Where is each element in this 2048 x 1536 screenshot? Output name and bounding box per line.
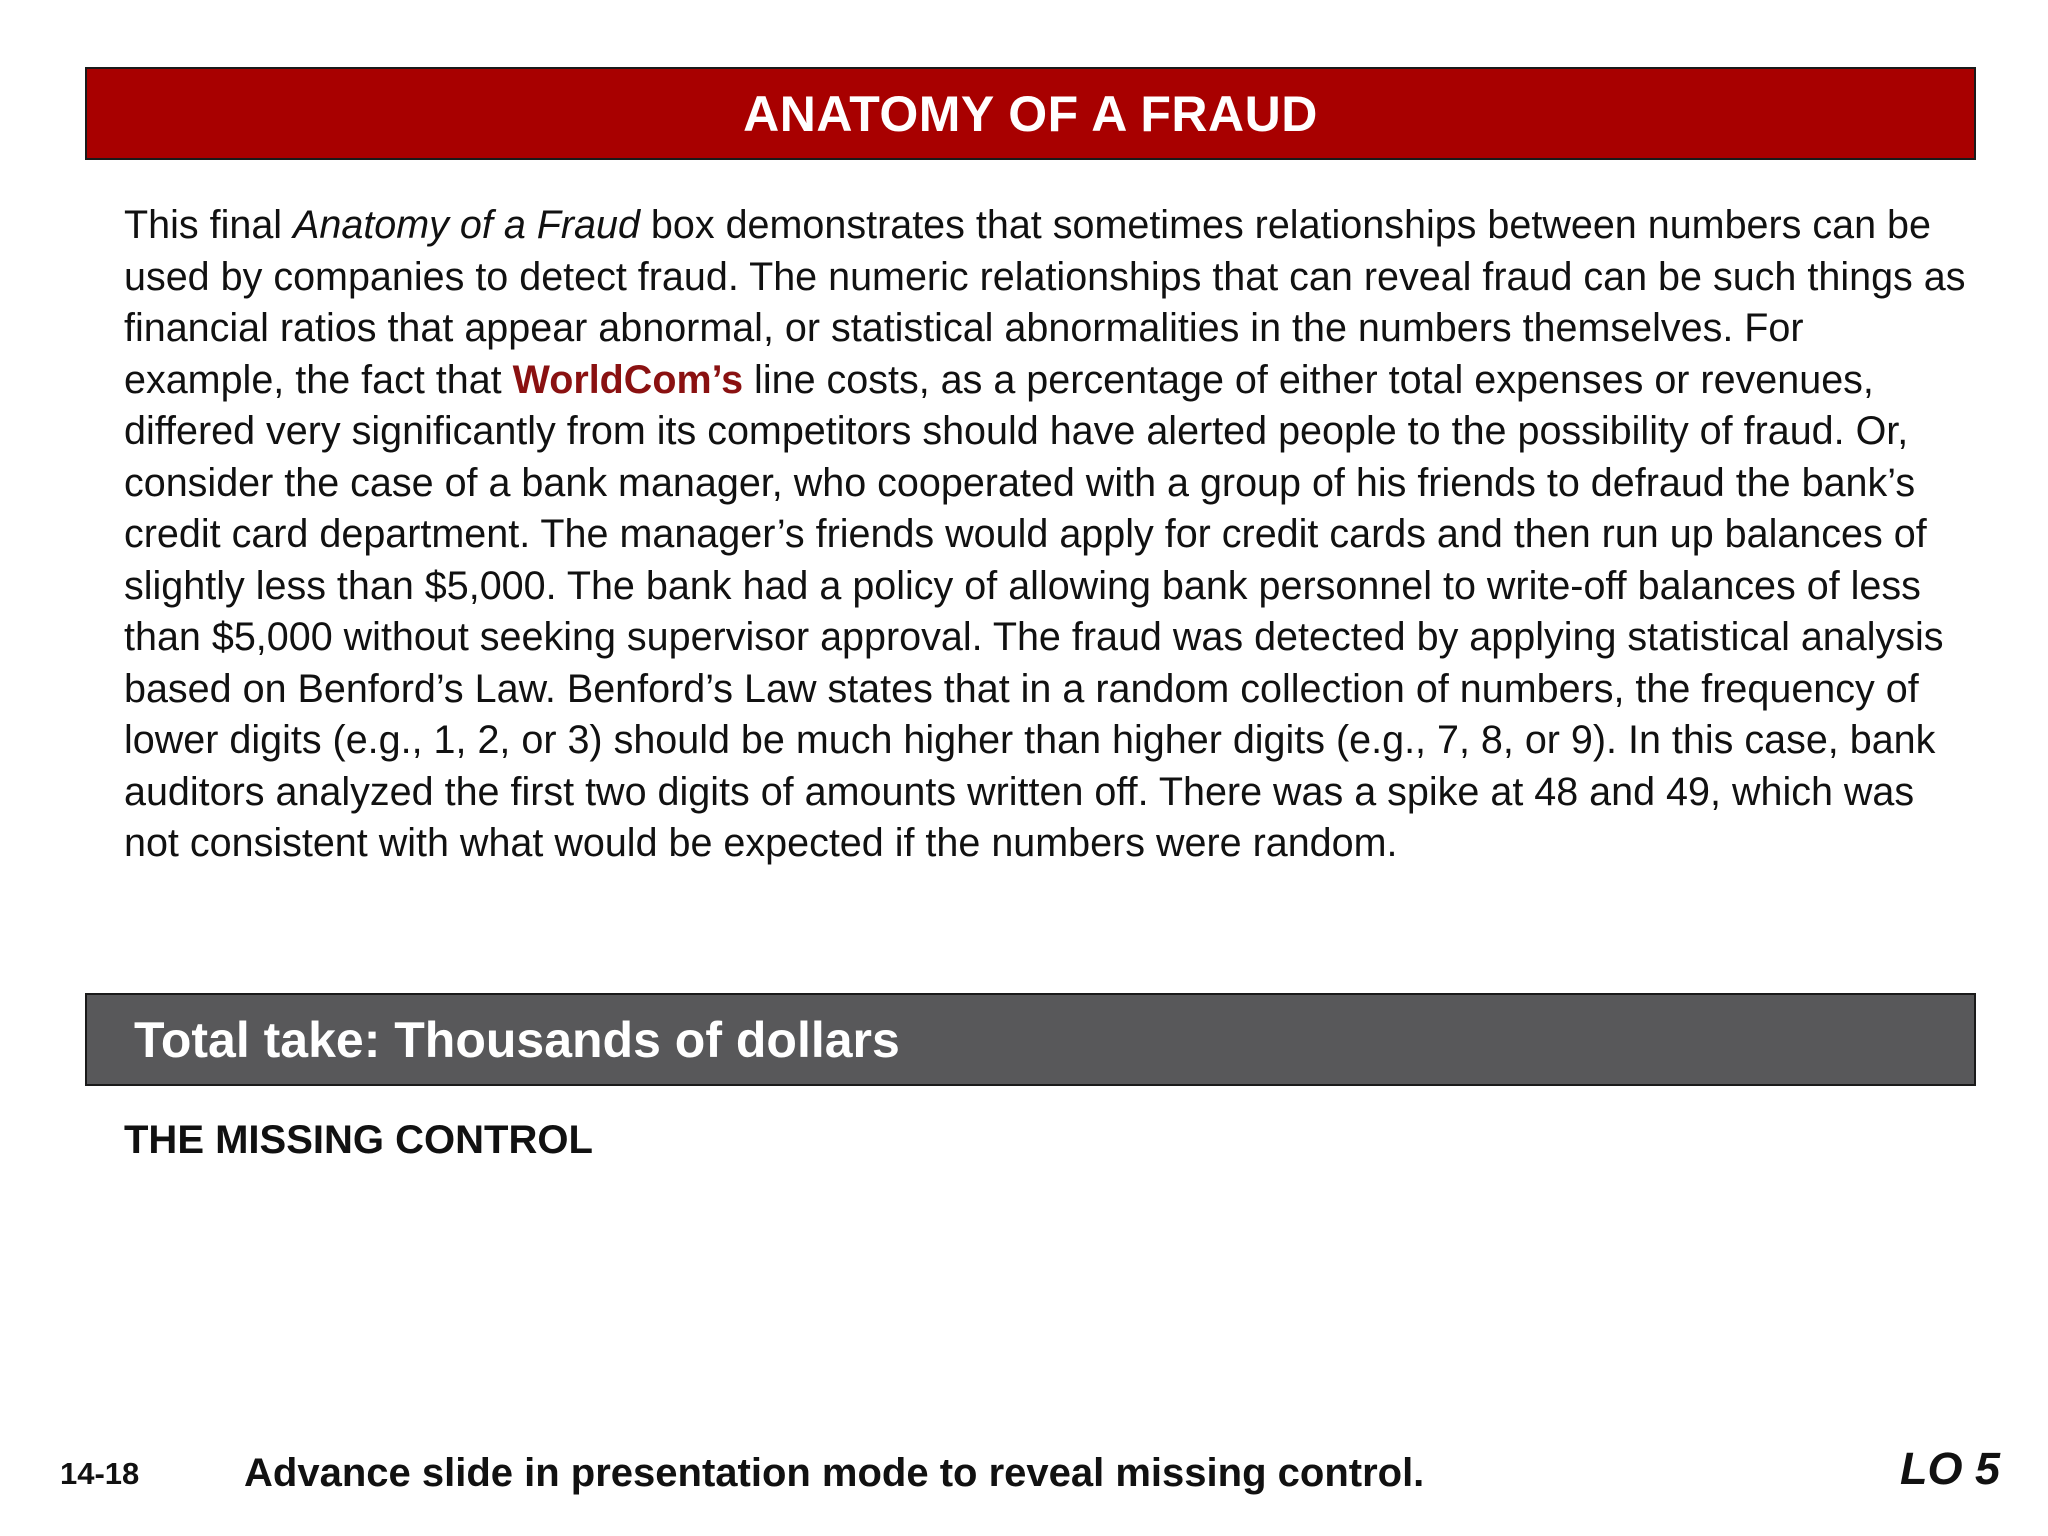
total-take-label: Total take: Thousands of dollars	[134, 1011, 900, 1068]
body-intro: This final	[124, 203, 294, 247]
title-banner	[85, 67, 1976, 160]
learning-objective-label: LO 5	[1899, 1443, 2000, 1494]
body-italic-title: Anatomy of a Fraud	[293, 203, 640, 247]
total-take-banner	[85, 993, 1976, 1086]
page-title: ANATOMY OF A FRAUD	[743, 85, 1318, 142]
missing-control-heading: THE MISSING CONTROL	[124, 1118, 593, 1162]
company-name: WorldCom’s	[512, 357, 744, 402]
body-part-2: line costs, as a percentage of either total expenses or revenues, differed very significantly from its competitors should have alerted people to the possibility of fraud. Or, consider the case of a bank manager, who cooperated with a group of his friends to defraud the bank’s credit card department. The manager’s friends would apply for credit cards and then run up balances of slightly less than $5,000. The bank had a policy of allowing bank personnel to write-off balances of less than $5,000 without seeking supervisor approval. The fraud was detected by applying statistical analysis based on Benford’s Law. Benford’s Law states that in a random collection of numbers, the frequency of lower digits (e.g., 1, 2, or 3) should be much higher than higher digits (e.g., 7, 8, or 9). In this case, bank auditors analyzed the first two digits of amounts written off. There was a spike at 48 and 49, which was not consistent with what would be expected if the numbers were random.	[124, 357, 1944, 865]
body-part-1: box demonstrates that sometimes relationships between numbers can be used by companies to detect fraud. The numeric relationships that can reveal fraud can be such things as financial ratios that appear abnormal, or statistical abnormalities in the numbers themselves. For example, the fact that	[124, 203, 1966, 402]
advance-slide-note: Advance slide in presentation mode to reveal missing control.	[244, 1451, 1425, 1495]
fraud-description	[124, 200, 1974, 870]
slide-number: 14-18	[60, 1456, 140, 1491]
